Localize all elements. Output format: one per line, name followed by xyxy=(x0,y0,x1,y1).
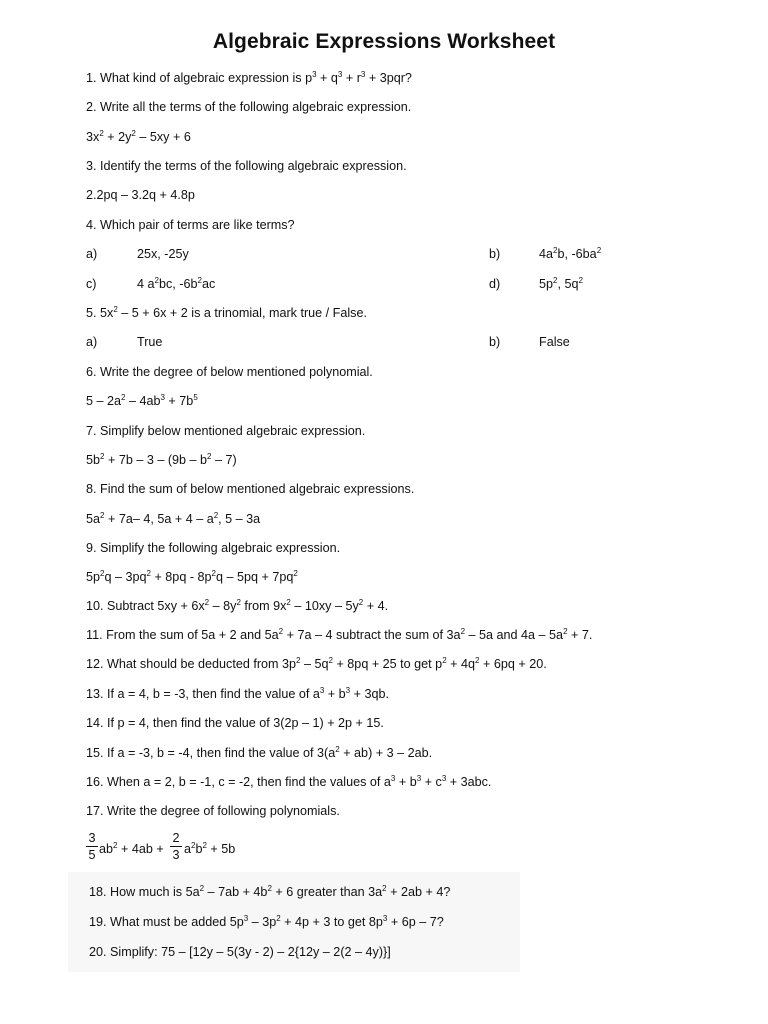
q1-sup: 3 xyxy=(360,70,366,79)
q-sup: 3 xyxy=(243,914,249,923)
q-text: 12. What should be deducted from 3p xyxy=(86,657,297,671)
q-text: – 8y xyxy=(209,599,237,613)
q-sup: 2 xyxy=(199,884,205,893)
opt-sup: 2 xyxy=(154,276,159,285)
fraction-3-5 xyxy=(86,831,98,862)
q-sup: 2 xyxy=(358,598,364,607)
q4-option-a-label: a) xyxy=(86,247,98,261)
expr-text: b xyxy=(195,842,203,856)
expr-text: q – 3pq xyxy=(104,570,147,584)
expr-sup: 2 xyxy=(113,841,118,850)
q-text: + 3abc. xyxy=(446,775,492,789)
expr-text: – 4ab xyxy=(125,394,161,408)
opt-text: ac xyxy=(201,277,216,291)
question-6-expression xyxy=(86,393,198,409)
q1-text: + q xyxy=(316,71,338,85)
expr-text: 3x xyxy=(86,130,100,144)
expr-sup: 2 xyxy=(131,129,136,138)
q5-option-b-text: False xyxy=(539,335,570,349)
q-text: 19. What must be added 5p xyxy=(89,915,244,929)
q-text: + ab) + 3 – 2ab. xyxy=(339,746,433,760)
q-sup: 2 xyxy=(236,598,241,607)
q-sup: 3 xyxy=(390,774,396,783)
expr-sup: 3 xyxy=(160,393,165,402)
question-8-expression xyxy=(86,511,260,527)
q-sup: 2 xyxy=(563,627,568,636)
q-sup: 2 xyxy=(286,598,291,607)
q-sup: 3 xyxy=(382,914,388,923)
question-2: 2. Write all the terms of the following algebraic expression. xyxy=(86,100,412,114)
q-sup: 2 xyxy=(276,914,281,923)
question-2-expression xyxy=(86,129,191,145)
question-1 xyxy=(86,70,412,86)
expr-text: ab xyxy=(99,842,114,856)
question-18 xyxy=(89,884,450,900)
q5-option-a-text: True xyxy=(137,335,163,349)
opt-sup: 2 xyxy=(578,276,583,285)
expr-text: + 8pq - 8p xyxy=(150,570,212,584)
expr-sup: 2 xyxy=(146,569,151,578)
q5-text: – 5 + 6x + 2 is a trinomial, mark true / False. xyxy=(117,306,367,320)
fraction-numerator: 2 xyxy=(172,831,180,845)
q-text: – 10xy – 5y xyxy=(290,599,359,613)
q5-option-b-label: b) xyxy=(489,335,501,349)
expr-text: + 7a– 4, 5a + 4 – a xyxy=(104,512,214,526)
question-13 xyxy=(86,686,389,702)
q-text: + b xyxy=(324,687,346,701)
q-text: – 5q xyxy=(300,657,329,671)
fraction-bar xyxy=(170,846,182,847)
question-6: 6. Write the degree of below mentioned polynomial. xyxy=(86,365,373,379)
q-text: + 4q xyxy=(446,657,476,671)
q-text: 18. How much is 5a xyxy=(89,885,200,899)
question-7: 7. Simplify below mentioned algebraic expression. xyxy=(86,424,366,438)
q-text: + 3qb. xyxy=(350,687,389,701)
expr-sup: 2 xyxy=(100,511,105,520)
q-text: + 2ab + 4? xyxy=(386,885,451,899)
q-text: + 7a – 4 subtract the sum of 3a xyxy=(283,628,461,642)
opt-sup: 2 xyxy=(553,246,558,255)
opt-text: 5p xyxy=(539,277,554,291)
q-sup: 2 xyxy=(460,627,466,636)
q5-sup: 2 xyxy=(113,305,118,314)
expr-sup: 2 xyxy=(100,452,105,461)
q4-option-a-text: 25x, -25y xyxy=(137,247,189,261)
expr-sup: 2 xyxy=(191,841,196,850)
q-sup: 2 xyxy=(442,656,447,665)
q-sup: 2 xyxy=(475,656,480,665)
q4-option-b-label: b) xyxy=(489,247,501,261)
q-text: – 5a and 4a – 5a xyxy=(465,628,564,642)
q1-text: 1. What kind of algebraic expression is p xyxy=(86,71,313,85)
q-text: 13. If a = 4, b = -3, then find the value of a xyxy=(86,687,320,701)
expr-text: + 7b – 3 – (9b – b xyxy=(104,453,208,467)
expr-text: – 5xy + 6 xyxy=(135,130,191,144)
expr-text: 5b xyxy=(86,453,101,467)
opt-sup: 2 xyxy=(197,276,202,285)
q-sup: 3 xyxy=(345,686,351,695)
question-20: 20. Simplify: 75 – [12y – 5(3y - 2) – 2{12y – 2(2 – 4y)}] xyxy=(89,945,391,959)
fraction-denominator: 3 xyxy=(172,848,180,862)
expr-sup: 2 xyxy=(99,129,104,138)
q-text: 10. Subtract 5xy + 6x xyxy=(86,599,205,613)
opt-text: , 5q xyxy=(557,277,579,291)
expr-sup: 2 xyxy=(202,841,207,850)
q4-option-c-label: c) xyxy=(86,277,97,291)
question-3-expression: 2.2pq – 3.2q + 4.8p xyxy=(86,188,195,202)
expr-text: + 5b xyxy=(206,842,236,856)
expr-text: 5p xyxy=(86,570,101,584)
expr-text: 5a xyxy=(86,512,101,526)
question-17: 17. Write the degree of following polynomials. xyxy=(86,804,340,818)
question-11 xyxy=(86,627,592,643)
q1-sup: 3 xyxy=(337,70,343,79)
opt-text: bc, -6b xyxy=(158,277,198,291)
q-sup: 2 xyxy=(328,656,333,665)
expr-text: + 2y xyxy=(103,130,132,144)
q-text: 15. If a = -3, b = -4, then find the value of 3(a xyxy=(86,746,336,760)
q4-option-d-text xyxy=(539,276,583,292)
q1-text: + 3pqr? xyxy=(365,71,412,85)
expr-sup: 2 xyxy=(213,511,219,520)
q-sup: 2 xyxy=(278,627,284,636)
expr-sup: 2 xyxy=(293,569,298,578)
q-sup: 3 xyxy=(416,774,422,783)
fraction-2-3 xyxy=(170,831,182,862)
question-12 xyxy=(86,656,547,672)
q-text: + 6 greater than 3a xyxy=(271,885,383,899)
q-text: – 3p xyxy=(248,915,277,929)
expr-text: a xyxy=(184,842,192,856)
q-text: from 9x xyxy=(240,599,287,613)
q-text: 11. From the sum of 5a + 2 and 5a xyxy=(86,628,279,642)
q1-sup: 3 xyxy=(312,70,317,79)
question-17-expression-part2 xyxy=(184,841,235,857)
expr-text: q – 5pq + 7pq xyxy=(215,570,294,584)
expr-text: – 7) xyxy=(211,453,237,467)
q-sup: 2 xyxy=(204,598,210,607)
q-text: + 6pq + 20. xyxy=(479,657,547,671)
question-9-expression xyxy=(86,569,298,585)
expr-text: , 5 – 3a xyxy=(218,512,261,526)
question-4: 4. Which pair of terms are like terms? xyxy=(86,218,295,232)
q-sup: 2 xyxy=(335,745,340,754)
q-sup: 2 xyxy=(382,884,387,893)
opt-sup: 2 xyxy=(553,276,558,285)
q-sup: 2 xyxy=(296,656,301,665)
opt-text: 4a xyxy=(539,247,554,261)
fraction-numerator: 3 xyxy=(88,831,96,845)
page-title: Algebraic Expressions Worksheet xyxy=(212,30,556,53)
question-16 xyxy=(86,774,491,790)
question-5 xyxy=(86,305,367,321)
expr-sup: 2 xyxy=(211,569,216,578)
question-19 xyxy=(89,914,444,930)
q-text: + b xyxy=(395,775,417,789)
q4-option-d-label: d) xyxy=(489,277,501,291)
question-17-expression-part1 xyxy=(99,841,164,857)
q-text: + c xyxy=(421,775,442,789)
opt-text: 4 a xyxy=(137,277,155,291)
expr-sup: 2 xyxy=(207,452,212,461)
question-14: 14. If p = 4, then find the value of 3(2p – 1) + 2p + 15. xyxy=(86,716,384,730)
expr-text: 5 – 2a xyxy=(86,394,122,408)
q-text: + 4p + 3 to get 8p xyxy=(280,915,383,929)
question-8: 8. Find the sum of below mentioned algebraic expressions. xyxy=(86,482,415,496)
expr-text: + 7b xyxy=(164,394,194,408)
expr-sup: 2 xyxy=(100,569,105,578)
q-text: + 4. xyxy=(363,599,389,613)
q-sup: 3 xyxy=(319,686,325,695)
question-3: 3. Identify the terms of the following algebraic expression. xyxy=(86,159,407,173)
q-text: + 8pq + 25 to get p xyxy=(332,657,443,671)
q-text: + 6p – 7? xyxy=(387,915,444,929)
q-text: + 7. xyxy=(567,628,593,642)
question-9: 9. Simplify the following algebraic expression. xyxy=(86,541,341,555)
question-10 xyxy=(86,598,388,614)
opt-sup: 2 xyxy=(596,246,602,255)
q4-option-b-text xyxy=(539,246,601,262)
question-15 xyxy=(86,745,432,761)
expr-sup: 5 xyxy=(193,393,198,402)
question-7-expression xyxy=(86,452,237,468)
opt-text: b, -6ba xyxy=(557,247,597,261)
q-text: – 7ab + 4b xyxy=(204,885,268,899)
expr-text: + 4ab + xyxy=(117,842,164,856)
q5-text: 5. 5x xyxy=(86,306,114,320)
fraction-denominator: 5 xyxy=(88,848,96,862)
q-sup: 2 xyxy=(267,884,272,893)
q1-text: + r xyxy=(342,71,361,85)
fraction-bar xyxy=(86,846,98,847)
q-text: 16. When a = 2, b = -1, c = -2, then find the values of a xyxy=(86,775,391,789)
q4-option-c-text xyxy=(137,276,215,292)
q-sup: 3 xyxy=(441,774,447,783)
expr-sup: 2 xyxy=(121,393,126,402)
q5-option-a-label: a) xyxy=(86,335,98,349)
